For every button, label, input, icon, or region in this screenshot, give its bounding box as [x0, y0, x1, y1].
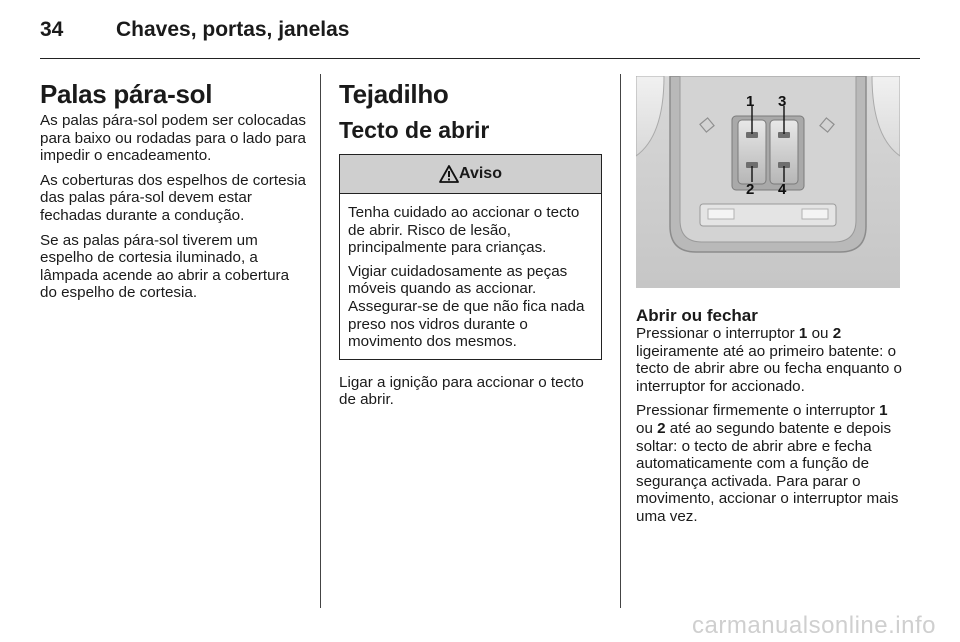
- switch-ref: 1: [798, 325, 808, 342]
- heading-sunroof: Tecto de abrir: [339, 117, 490, 143]
- page-header: [40, 18, 920, 48]
- callout-1: 1: [746, 93, 755, 110]
- sunroof-switch-figure: [636, 76, 900, 288]
- overhead-console-illustration: [636, 76, 900, 288]
- heading-open-close: Abrir ou fechar: [636, 306, 758, 325]
- column-right: [636, 306, 902, 533]
- paragraph: As palas pára-sol podem ser colocadas para baixo ou rodadas para o lado para impedir o encadeamento.: [40, 112, 306, 165]
- warning-header: [340, 155, 601, 194]
- warning-triangle-icon: [439, 165, 459, 183]
- column-divider-1: [320, 74, 321, 608]
- switch-ref: 2: [832, 325, 842, 342]
- paragraph: As coberturas dos espelhos de cortesia das palas pára-sol devem estar fechadas durante a condução.: [40, 171, 306, 224]
- text-run: até ao segundo batente e depois soltar: o tecto de abrir abre e fecha automaticamente com a função de segurança activada. Para parar o movimento, accionar o interruptor mais uma vez.: [636, 419, 899, 525]
- paragraph: Se as palas pára-sol tiverem um espelho de cortesia iluminado, a lâmpada acende ao abrir a cobertura do espelho de cortesia.: [40, 231, 290, 302]
- callout-2: 2: [746, 181, 755, 198]
- heading-roof: Tejadilho: [339, 79, 449, 109]
- text-run: ligeiramente até ao primeiro batente: o tecto de abrir abre ou fecha enquanto o interruptor for accionado.: [636, 342, 902, 395]
- paragraph: [636, 402, 902, 525]
- text-run: ou: [807, 325, 833, 342]
- paragraph: Ligar a ignição para accionar o tecto de abrir.: [339, 373, 584, 409]
- warning-text: Vigiar cuidadosamente as peças móveis quando as accionar. Assegurar-se de que não fica nada preso nos vidros durante o movimento dos mesmos.: [348, 262, 585, 351]
- warning-body: [340, 194, 601, 359]
- text-run: Pressionar firmemente o interruptor: [636, 402, 880, 420]
- switch-ref: 2: [657, 419, 666, 437]
- column-divider-2: [620, 74, 621, 608]
- header-rule: [40, 58, 920, 59]
- watermark: carmanualsonline.info: [692, 612, 936, 639]
- text-run: Pressionar o interruptor: [636, 325, 799, 342]
- column-middle: [339, 78, 602, 416]
- heading-sun-visors: Palas pára-sol: [40, 79, 213, 109]
- running-title: Chaves, portas, janelas: [116, 18, 350, 41]
- paragraph: [636, 325, 902, 395]
- text-run: ou: [636, 419, 658, 437]
- warning-text: Tenha cuidado ao accionar o tecto de abrir. Risco de lesão, principalmente para crianças.: [348, 204, 580, 257]
- callout-4: 4: [778, 181, 787, 198]
- switch-ref: 1: [879, 402, 888, 420]
- callout-3: 3: [778, 93, 787, 110]
- warning-box: [339, 154, 602, 360]
- warning-title: Aviso: [459, 165, 502, 183]
- page-number: 34: [40, 18, 64, 41]
- column-left: [40, 78, 308, 309]
